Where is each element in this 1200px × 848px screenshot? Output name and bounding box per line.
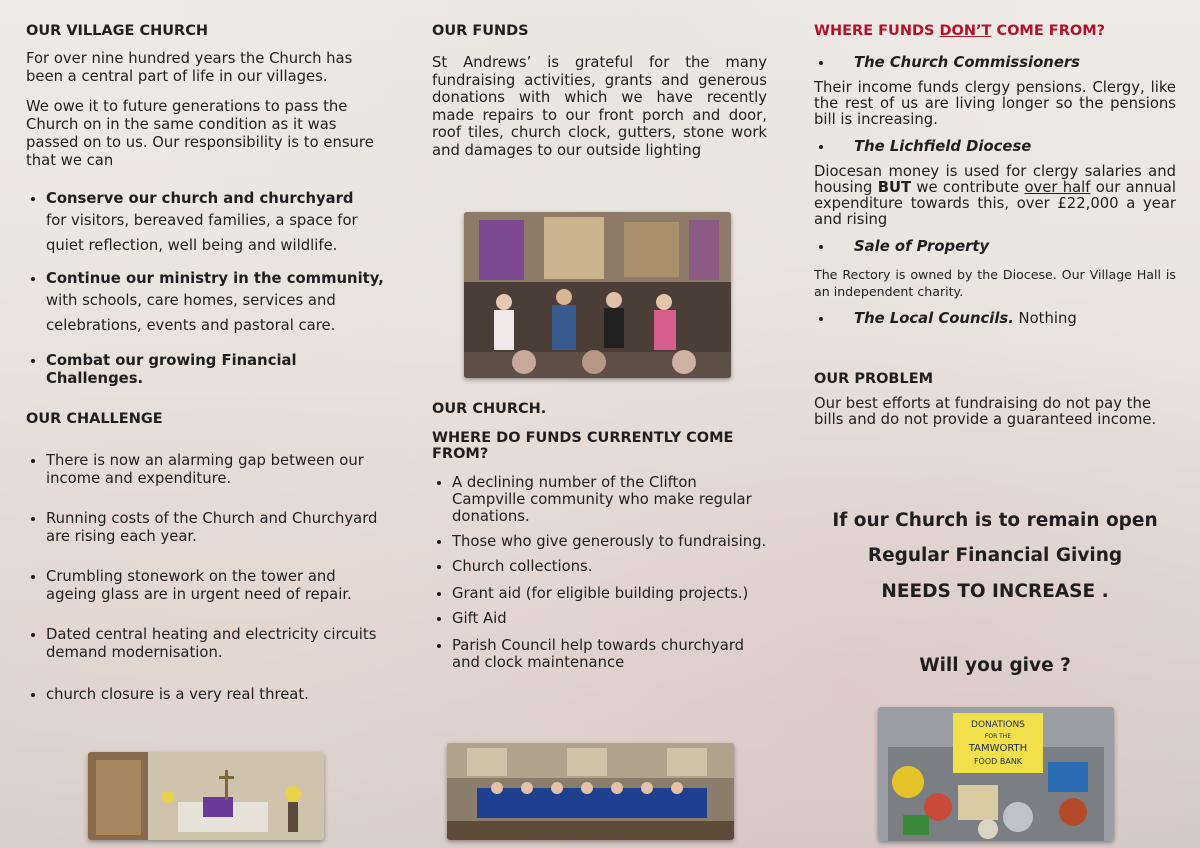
challenge-item: • Crumbling stonework on the tower and ageing glass are in urgent need of repair. [46,568,386,604]
sign-text-2: FOR THE [984,733,1012,740]
not-source-commissioners: • The Church Commissioners [834,54,1176,72]
not-source-councils: • The Local Councils. Nothing [834,310,1176,328]
not-source-list-4 [814,310,1176,328]
where-funds-dont-heading: WHERE FUNDS DON’T COME FROM? [814,23,1106,39]
challenge-heading: OUR CHALLENGE [26,411,163,427]
choir-photo-image [447,743,734,840]
foodbank-donations-image [878,707,1114,841]
aim-item: • Continue our ministry in the community, with schools, care homes, services and celebrations, events and pastoral care. [46,270,386,338]
challenge-item: • Dated central heating and electricity circuits demand modernisation. [46,626,386,662]
cta-line-1: If our Church is to remain open [832,510,1158,531]
not-source-property: • Sale of Property [834,238,1176,256]
sign-text-1: DONATIONS [971,720,1025,730]
diocese-text: Diocesan money is used for clergy salaries and housing BUT we contribute over half our annual expenditure towards this, over £22,000 a year and rising [814,163,1176,228]
cta-will-you-give: Will you give ? [919,655,1071,676]
funds-sources-heading: WHERE DO FUNDS CURRENTLY COME FROM? [432,430,734,462]
column-village-church [26,22,386,704]
source-item: • Parish Council help towards churchyard and clock maintenance [452,637,767,671]
sign-text-4: FOOD BANK [973,757,1023,766]
challenge-item: • Running costs of the Church and Churchyard are rising each year. [46,510,386,546]
our-church-heading: OUR CHURCH. [432,401,547,417]
not-source-list-2 [814,138,1176,156]
aims-list [26,190,386,388]
sign-text-3: TAMWORTH [968,743,1028,754]
column-our-funds [432,22,767,159]
challenge-list [26,452,386,704]
problem-heading: OUR PROBLEM [814,371,934,387]
choir-photo [447,743,734,840]
cta-line-2: Regular Financial Giving [867,545,1123,566]
our-funds-text: St Andrews’ is grateful for the many fundraising activities, grants and generous donations with which we have recently made repairs to our front porch and door, roof tiles, church clock, gutters, stone work and damages to our outside lighting [432,54,767,159]
source-item: • Grant aid (for eligible building projects.) [452,585,767,602]
funds-sources-list [432,474,767,671]
aim-item: • Conserve our church and churchyard for visitors, bereaved families, a space for quiet reflection, well being and wildlife. [46,190,386,258]
village-church-responsibility: We owe it to future generations to pass the Church on in the same condition as it was passed on to us. Our responsibility is to ensure that we can [26,98,374,169]
chapel-altar-photo-image [88,752,324,840]
problem-text: Our best efforts at fundraising do not pay the bills and do not provide a guaranteed income. [814,395,1157,428]
source-item: • Gift Aid [452,610,767,627]
chapel-altar-photo [88,752,324,840]
not-source-list-3 [814,238,1176,256]
aim-item: • Combat our growing Financial Challenges. [46,352,386,388]
village-church-heading: OUR VILLAGE CHURCH [26,23,208,39]
challenge-item: • church closure is a very real threat. [46,686,386,704]
source-item: • A declining number of the Clifton Campville community who make regular donations. [452,474,767,525]
source-item: • Those who give generously to fundraising. [452,533,767,550]
not-source-diocese: • The Lichfield Diocese [834,138,1176,156]
our-funds-heading: OUR FUNDS [432,23,529,39]
foodbank-donations-photo [878,707,1114,841]
concert-photo [464,212,731,378]
not-source-list-1 [814,54,1176,72]
commissioners-text: Their income funds clergy pensions. Clergy, like the rest of us are living longer so the pensions bill is increasing. [814,79,1176,128]
source-item: • Church collections. [452,558,767,575]
cta-line-3: NEEDS TO INCREASE . [881,581,1109,602]
challenge-item: • There is now an alarming gap between our income and expenditure. [46,452,386,488]
column-where-funds-dont-come-from [814,22,1176,428]
village-church-intro: For over nine hundred years the Church has been a central part of life in our villages. [26,50,353,85]
property-text: The Rectory is owned by the Diocese. Our Village Hall is an independent charity. [814,267,1176,299]
column-funds-sources [432,400,767,671]
concert-photo-image [464,212,731,378]
